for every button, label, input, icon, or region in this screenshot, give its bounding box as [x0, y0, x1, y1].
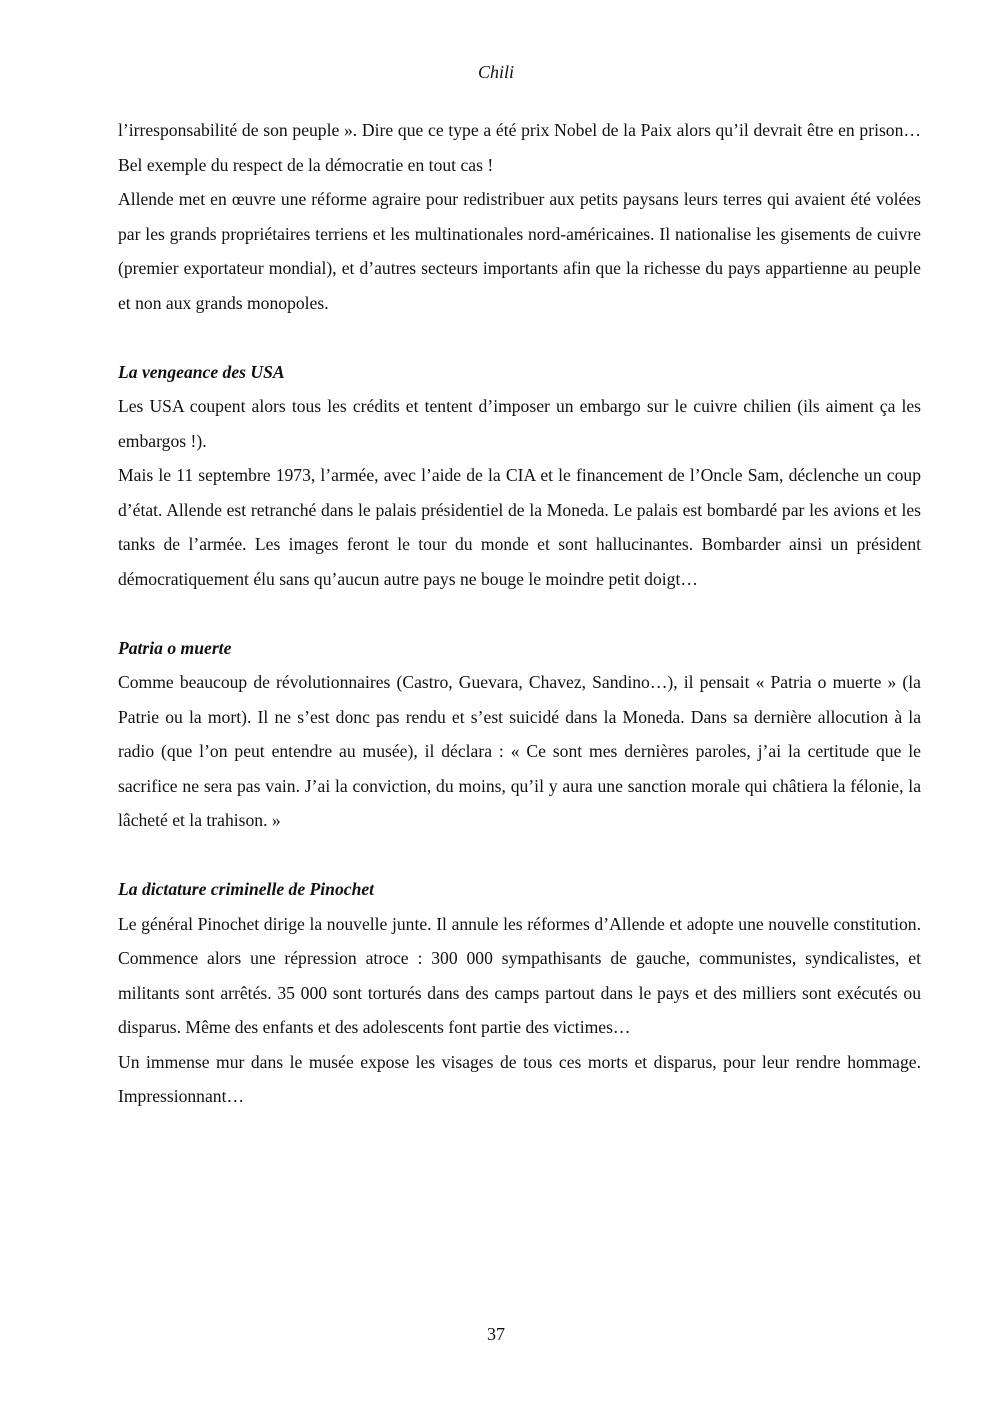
body-paragraph: Mais le 11 septembre 1973, l’armée, avec l’aide de la CIA et le financement de l’Oncle Sam, déclenche un coup d’état. Allende est retranché dans le palais présidentiel de la Moneda. Le palais est bombardé par les avions et les tanks de l’armée. Les images feront le tour du monde et sont hallucinantes. Bombarder ainsi un président démocratiquement élu sans qu’aucun autre pays ne bouge le moindre petit doigt… — [118, 465, 921, 589]
body-paragraph: Les USA coupent alors tous les crédits et tentent d’imposer un embargo sur le cuivre chilien (ils aiment ça les embargos !). — [118, 396, 921, 451]
body-paragraph: Le général Pinochet dirige la nouvelle junte. Il annule les réformes d’Allende et adopte une nouvelle constitution. Commence alors une répression atroce : 300 000 sympathisants de gauche, communistes, syndicalistes, et militants sont arrêtés. 35 000 sont torturés dans des camps partout dans le pays et des milliers sont exécutés ou disparus. Même des enfants et des adolescents font partie des victimes… — [118, 913, 921, 1037]
section-heading: Patria o muerte — [118, 637, 232, 658]
page-number: 37 — [487, 1324, 505, 1344]
body-paragraph: l’irresponsabilité de son peuple ». Dire que ce type a été prix Nobel de la Paix alors qu’il devrait être en prison… Bel exemple du respect de la démocratie en tout cas ! — [118, 120, 921, 175]
section-heading: La dictature criminelle de Pinochet — [118, 879, 375, 899]
body-paragraph: Comme beaucoup de révolutionnaires (Castro, Guevara, Chavez, Sandino…), il pensait « Patria o muerte » (la Patrie ou la mort). Il ne s’est donc pas rendu et s’est suicidé dans la Moneda. Dans sa dernière allocution à la radio (que l’on peut entendre au musée), il déclara : « Ce sont mes dernières paroles, j’ai la certitude que le sacrifice ne sera pas vain. J’ai la conviction, du moins, qu’il y aura une sanction morale qui châtiera la félonie, la lâcheté et la trahison. » — [118, 672, 921, 830]
running-header: Chili — [477, 62, 514, 82]
body-paragraph: Un immense mur dans le musée expose les visages de tous ces morts et disparus, pour leur rendre hommage. Impressionnant… — [118, 1051, 921, 1106]
body-paragraph: Allende met en œuvre une réforme agraire pour redistribuer aux petits paysans leurs terres qui avaient été volées par les grands propriétaires terriens et les multinationales nord-américaines. Il nationalise les gisements de cuivre (premier exportateur mondial), et d’autres secteurs importants afin que la richesse du pays appartienne au peuple et non aux grands monopoles. — [118, 189, 921, 313]
section-heading: La vengeance des USA — [118, 361, 285, 382]
page-body — [118, 113, 921, 1114]
